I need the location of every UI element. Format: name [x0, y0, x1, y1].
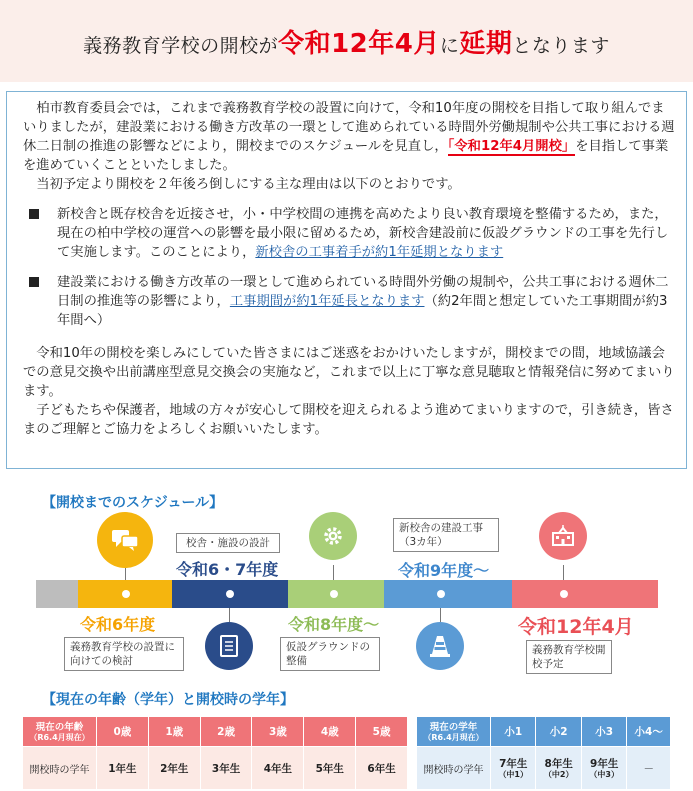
grade-value: 9年生: [590, 757, 619, 770]
schedule-title: 【開校までのスケジュール】: [42, 495, 224, 511]
reason-2-highlight: 工事期間が約1年延長となります: [229, 294, 425, 309]
era-label-r8: 令和8年度～: [288, 615, 380, 634]
age-cell: 5歳: [356, 717, 408, 747]
bullet-square-icon: [29, 277, 39, 287]
grade-cell: 3年生: [200, 747, 252, 790]
chat-icon: [97, 512, 153, 568]
title-highlight-delay: 延期: [459, 28, 513, 59]
title-banner: [0, 0, 693, 82]
connector-line: [333, 565, 334, 580]
current-grade-cell: 小2: [536, 717, 581, 747]
connector-line: [563, 565, 564, 580]
reason-item-2: [23, 273, 676, 330]
grade-cell: －: [627, 747, 671, 790]
timeline-dot: [560, 590, 568, 598]
grade-cell: [581, 747, 626, 790]
current-grade-cell: 小4～: [627, 717, 671, 747]
schedule-desc-r8: 仮設グラウンドの整備: [280, 637, 380, 671]
grade-value: 7年生: [499, 757, 528, 770]
timeline-dot: [226, 590, 234, 598]
grade-cell: 6年生: [356, 747, 408, 790]
era-label-r12: 令和12年4月: [518, 616, 634, 638]
grade-cell: [536, 747, 581, 790]
timeline-dot: [330, 590, 338, 598]
table-header-cell: [417, 717, 491, 747]
grade-sub: （中1）: [498, 769, 529, 779]
timeline-dot: [437, 590, 445, 598]
table-header-row: [417, 717, 671, 747]
intro-paragraph-2: 当初予定より開校を２年後ろ倒しにする主な理由は以下のとおりです。: [36, 177, 461, 192]
grades-title: 【現在の年齢（学年）と開校時の学年】: [42, 692, 294, 708]
header-sub-label: （R6.4月現在）: [29, 732, 90, 742]
title-highlight-date: 令和12年4月: [278, 28, 440, 59]
age-grade-table: [22, 716, 408, 790]
age-cell: 4歳: [304, 717, 356, 747]
title-part2: に: [439, 34, 460, 57]
traffic-cone-icon: [416, 622, 464, 670]
age-cell: 2歳: [200, 717, 252, 747]
reason-2-text: 建設業における働き方改革の一環として進められている時間外労働の規制や，公共工事における週休二日制の推進等の影響により，: [57, 275, 669, 309]
page-title: [83, 23, 610, 60]
table-header-cell: [23, 717, 97, 747]
grade-value: 8年生: [544, 757, 573, 770]
grade-cell: 4年生: [252, 747, 304, 790]
schedule-desc-r6: 義務教育学校の設置に向けての検討: [64, 637, 184, 671]
table-header-row: [23, 717, 408, 747]
table-row: [23, 747, 408, 790]
grade-cell: 1年生: [97, 747, 149, 790]
header-sub-label: （R6.4月現在）: [423, 732, 484, 742]
age-cell: 1歳: [148, 717, 200, 747]
timeline-segment-r9: [384, 580, 512, 608]
intro-p1-highlight: 「令和12年4月開校」: [447, 139, 576, 154]
intro-paragraph-4: 子どもたちや保護者，地域の方々が安心して開校を迎えられるよう進めてまいりますので，引き続き，皆さまのご理解とご協力をよろしくお願いいたします。: [23, 403, 674, 437]
header-main-label: 現在の学年: [429, 721, 478, 733]
grade-cell: 5年生: [304, 747, 356, 790]
row-label-cell: 開校時の学年: [417, 747, 491, 790]
schedule-desc-r67: 校舎・施設の設計: [176, 533, 280, 553]
era-label-r9: 令和9年度～: [398, 561, 490, 580]
grade-sub: （中2）: [543, 769, 574, 779]
row-label-cell: 開校時の学年: [23, 747, 97, 790]
current-grade-cell: 小1: [491, 717, 536, 747]
intro-paragraph-1: [23, 99, 676, 175]
document-icon: [205, 622, 253, 670]
age-cell: 3歳: [252, 717, 304, 747]
age-cell: 0歳: [97, 717, 149, 747]
grade-grade-table: [416, 716, 671, 790]
table-row: [417, 747, 671, 790]
title-part1: 義務教育学校の開校が: [83, 34, 279, 57]
timeline-segment-past: [36, 580, 78, 608]
connector-line: [440, 608, 441, 622]
grade-sub: （中3）: [589, 769, 619, 779]
connector-line: [229, 608, 230, 622]
reason-1-highlight: 新校舎の工事着手が約1年延期となります: [255, 245, 504, 260]
intro-box: [6, 91, 687, 469]
header-main-label: 現在の年齢: [35, 721, 84, 733]
intro-p1-text-end: を目指して事業を進めていくことといたしました。: [23, 139, 669, 173]
era-label-r67: 令和6・7年度: [176, 560, 279, 579]
grade-cell: 2年生: [148, 747, 200, 790]
grade-cell: [491, 747, 536, 790]
title-part3: となります: [512, 34, 610, 57]
schedule-desc-r12: 義務教育学校開校予定: [526, 640, 612, 674]
gear-icon: [309, 512, 357, 560]
bullet-square-icon: [29, 209, 39, 219]
timeline-segment-r12: [512, 580, 658, 608]
intro-paragraph-3: 令和10年の開校を楽しみにしていた皆さまにはご迷惑をおかけいたしますが，開校までの間，地域協議会での意見交換や出前講座型意見交換会の実施など，これまで以上に丁寧な意見聴取と情報発信に努めてまいります。: [23, 346, 675, 399]
reason-item-1: [23, 205, 676, 262]
era-label-r6: 令和6年度: [80, 615, 156, 634]
timeline-dot: [122, 590, 130, 598]
intro-p1-text: 柏市教育委員会では，これまで義務教育学校の設置に向けて，令和10年度の開校を目指して取り組んでまいりましたが，建設業における働き方改革の一環として進められている時間外労働規制や公共工事における週休二日制の推進の影響などにより，開校までのスケジュールを見直し，: [23, 101, 675, 154]
reason-1-text: 新校舎と既存校舎を近接させ，小・中学校間の連携を高めたより良い教育環境を整備するため，また，現在の柏中学校の運営への影響を最小限に留めるため，新校舎建設前に仮設グラウンドの工事を先行して実施します。このことにより，: [57, 207, 669, 260]
schedule-desc-r9: 新校舎の建設工事（3カ年）: [393, 518, 499, 552]
school-icon: [539, 512, 587, 560]
current-grade-cell: 小3: [581, 717, 626, 747]
reason-2-text-end: （約2年間と想定していた工事期間が約3年間へ）: [57, 294, 668, 328]
